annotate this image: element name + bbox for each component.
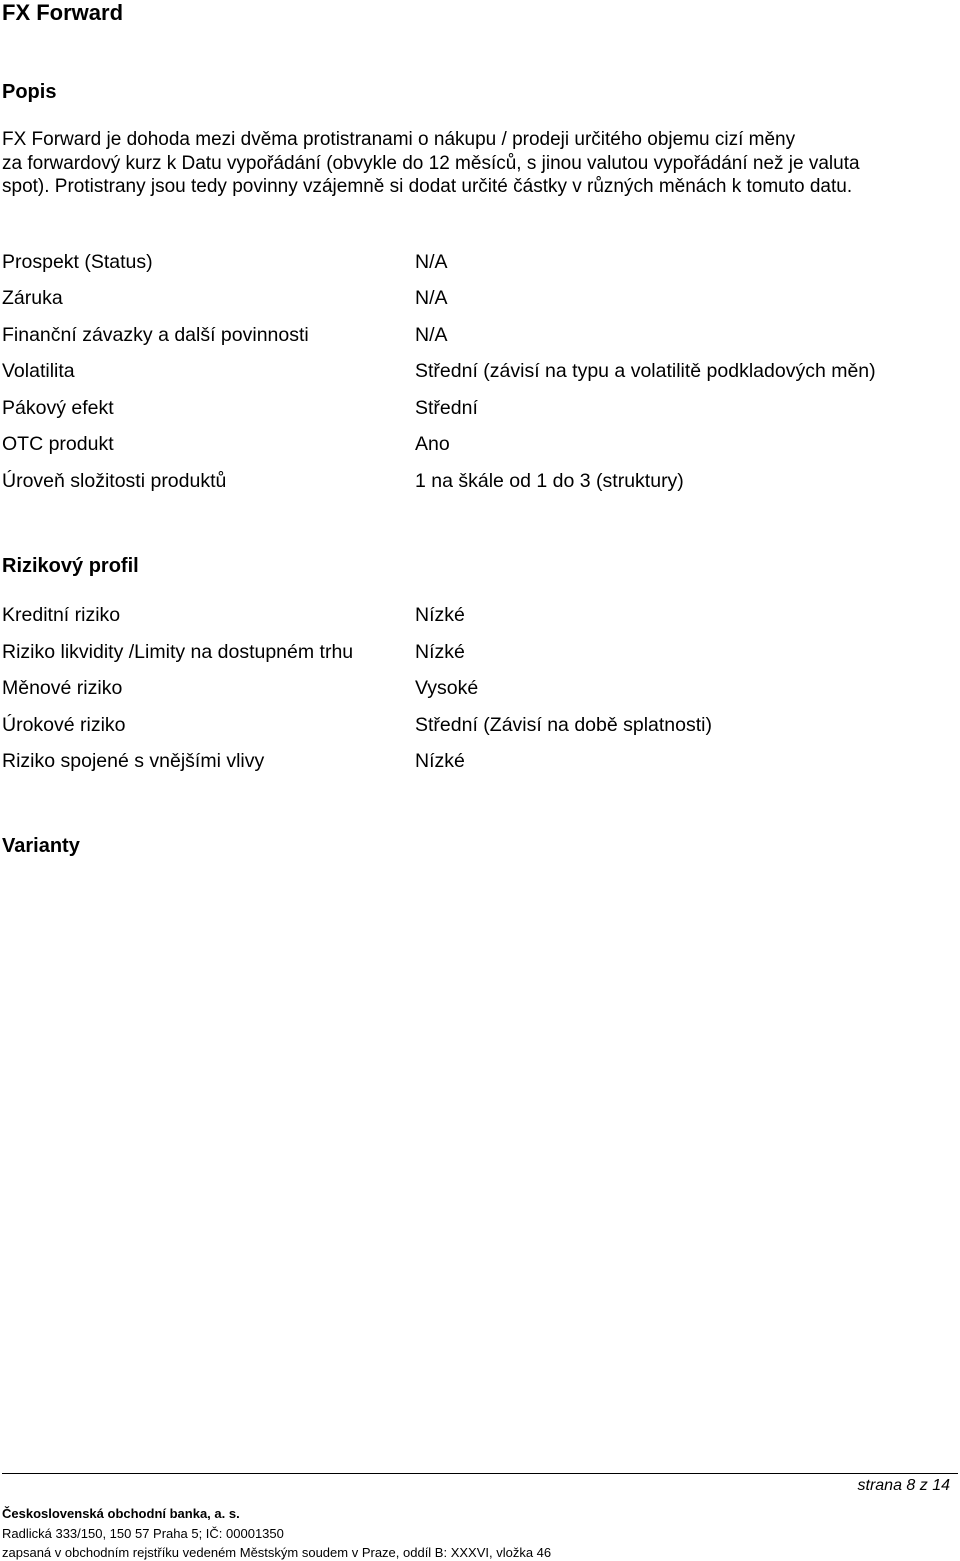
risk-value: Nízké [415, 750, 465, 772]
popis-line: FX Forward je dohoda mezi dvěma protistranami o nákupu / prodeji určitého objemu cizí měny [2, 129, 796, 150]
risk-row-kreditni [2, 602, 952, 628]
popis-line: spot). Protistrany jsou tedy povinny vzájemně si dodat určité částky v různých měnách k tomuto datu. [2, 176, 853, 197]
property-label: Prospekt (Status) [2, 251, 153, 273]
risk-value: Nízké [415, 604, 465, 626]
popis-line: za forwardový kurz k Datu vypořádání (obvykle do 12 měsíců, s jinou valutou vypořádání než je valuta [2, 152, 860, 174]
property-value: 1 na škále od 1 do 3 (struktury) [415, 470, 684, 492]
risk-value: Střední (Závisí na době splatnosti) [415, 714, 712, 736]
footer-registry: zapsaná v obchodním rejstříku vedeném Městským soudem v Praze, oddíl B: XXXVI, vložka 46 [2, 1545, 552, 1560]
footer-divider [2, 1473, 958, 1474]
property-row-volatilita [2, 358, 952, 384]
risk-value: Nízké [415, 641, 465, 663]
property-label: Volatilita [2, 360, 75, 382]
property-row-prospekt [2, 249, 952, 275]
property-label: Finanční závazky a další povinnosti [2, 324, 309, 346]
risk-label: Riziko spojené s vnějšími vlivy [2, 750, 265, 772]
risk-label: Riziko likvidity /Limity na dostupném trhu [2, 641, 354, 663]
popis-paragraph [2, 128, 952, 199]
property-value: Střední [415, 397, 478, 419]
property-value: Střední (závisí na typu a volatilitě podkladových měn) [415, 360, 876, 382]
property-row-financni-zavazky [2, 322, 952, 348]
property-row-pakovy-efekt [2, 395, 952, 421]
property-row-otc-produkt [2, 431, 952, 457]
property-label: OTC produkt [2, 433, 114, 455]
property-value: N/A [415, 324, 448, 346]
risk-label: Měnové riziko [2, 677, 123, 699]
risk-value: Vysoké [415, 677, 479, 699]
risk-row-menove [2, 675, 952, 701]
popis-heading: Popis [2, 81, 57, 103]
property-value: N/A [415, 287, 448, 309]
property-value: N/A [415, 251, 448, 273]
page-title: FX Forward [2, 0, 124, 25]
footer-company: Československá obchodní banka, a. s. [2, 1506, 240, 1521]
property-label: Úroveň složitosti produktů [2, 470, 227, 492]
property-row-uroven-slozitosti [2, 468, 952, 494]
risk-label: Kreditní riziko [2, 604, 121, 626]
risk-profile-heading: Rizikový profil [2, 555, 139, 577]
risk-row-urokove [2, 712, 952, 738]
property-value: Ano [415, 433, 450, 455]
risk-row-vnejsi-vlivy [2, 748, 952, 774]
page-number: strana 8 z 14 [857, 1477, 950, 1494]
risk-label: Úrokové riziko [2, 714, 126, 736]
footer-address: Radlická 333/150, 150 57 Praha 5; IČ: 00001350 [2, 1526, 284, 1541]
variants-heading: Varianty [2, 835, 80, 857]
property-label: Pákový efekt [2, 397, 114, 419]
risk-row-likvidita [2, 639, 952, 665]
property-row-zaruka [2, 285, 952, 311]
property-label: Záruka [2, 287, 63, 309]
